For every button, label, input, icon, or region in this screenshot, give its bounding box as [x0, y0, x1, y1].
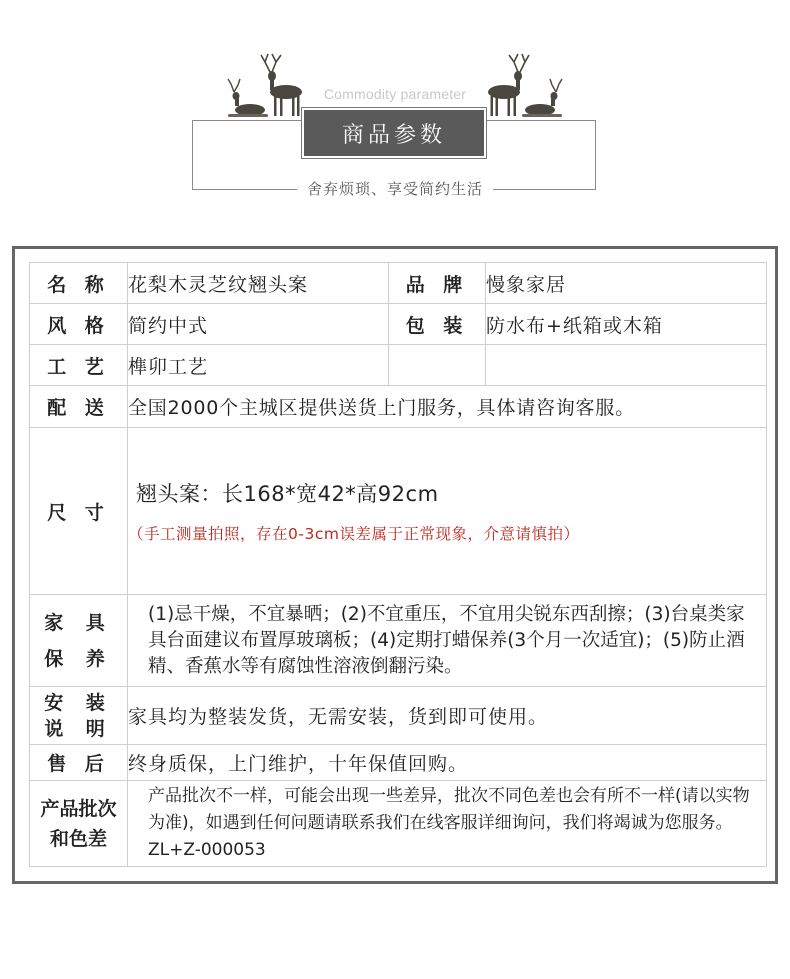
- package-label: 包 装: [389, 304, 486, 345]
- style-label: 风 格: [30, 304, 128, 345]
- size-note: （手工测量拍照，存在0-3cm误差属于正常现象，介意请慎拍）: [128, 525, 580, 543]
- care-value: (1)忌干燥，不宜暴晒；(2)不宜重压，不宜用尖锐东西刮擦；(3)台桌类家具台面建议布置厚玻璃板；(4)定期打蜡保养(3个月一次适宜)；(5)防止酒精、香蕉水等有腐蚀性溶液倒翻污染。: [128, 595, 767, 687]
- care-label: [30, 595, 128, 687]
- empty-cell: [389, 345, 486, 386]
- frame-line: [192, 120, 302, 121]
- table-row: [30, 745, 767, 781]
- batch-value: 产品批次不一样，可能会出现一些差异，批次不同色差也会有所不一样(请以实物为准)，如遇到任何问题请联系我们在线客服详细询问，我们将竭诚为您服务。ZL+Z-000053: [128, 781, 767, 867]
- header-subtitle: Commodity parameter: [323, 86, 467, 102]
- table-row: [30, 428, 767, 595]
- commodity-parameter-header: [0, 0, 790, 220]
- table-row: [30, 263, 767, 304]
- empty-cell: [486, 345, 767, 386]
- care-label-line: 家 具: [44, 611, 113, 634]
- table-row: [30, 386, 767, 428]
- craft-value: 榫卯工艺: [128, 345, 389, 386]
- section-title: 商品参数: [341, 122, 446, 148]
- install-label-line: 说 明: [44, 717, 113, 740]
- batch-label-line: 产品批次: [40, 797, 117, 820]
- aftersale-value: 终身质保，上门维护，十年保值回购。: [128, 745, 767, 781]
- name-value: 花梨木灵芝纹翘头案: [128, 263, 389, 304]
- size-label: 尺 寸: [30, 428, 128, 595]
- care-label-line: 保 养: [44, 647, 113, 670]
- install-value: 家具均为整装发货，无需安装，货到即可使用。: [128, 687, 767, 745]
- table-row: [30, 781, 767, 867]
- frame-line: [486, 120, 596, 121]
- deer-figurine-icon: [480, 50, 570, 120]
- brand-value: 慢象家居: [486, 263, 767, 304]
- section-title-box: [302, 108, 486, 158]
- craft-label: 工 艺: [30, 345, 128, 386]
- package-value: 防水布+纸箱或木箱: [486, 304, 767, 345]
- table-row: [30, 345, 767, 386]
- slogan-text: 舍弃烦琐、享受简约生活: [297, 180, 493, 198]
- install-label-line: 安 装: [44, 691, 113, 714]
- slogan: [0, 178, 790, 199]
- aftersale-label: 售 后: [30, 745, 128, 781]
- table-row: [30, 595, 767, 687]
- name-label: 名 称: [30, 263, 128, 304]
- delivery-value: 全国2000个主城区提供送货上门服务，具体请咨询客服。: [128, 386, 767, 428]
- table-row: [30, 687, 767, 745]
- deer-figurine-icon: [220, 50, 310, 120]
- style-value: 简约中式: [128, 304, 389, 345]
- batch-label: [30, 781, 128, 867]
- size-value: 翘头案：长168*宽42*高92cm: [136, 482, 439, 506]
- size-cell: [128, 428, 767, 595]
- brand-label: 品 牌: [389, 263, 486, 304]
- delivery-label: 配 送: [30, 386, 128, 428]
- batch-label-line: 和色差: [49, 827, 107, 850]
- table-row: [30, 304, 767, 345]
- install-label: [30, 687, 128, 745]
- spec-table: [29, 262, 767, 867]
